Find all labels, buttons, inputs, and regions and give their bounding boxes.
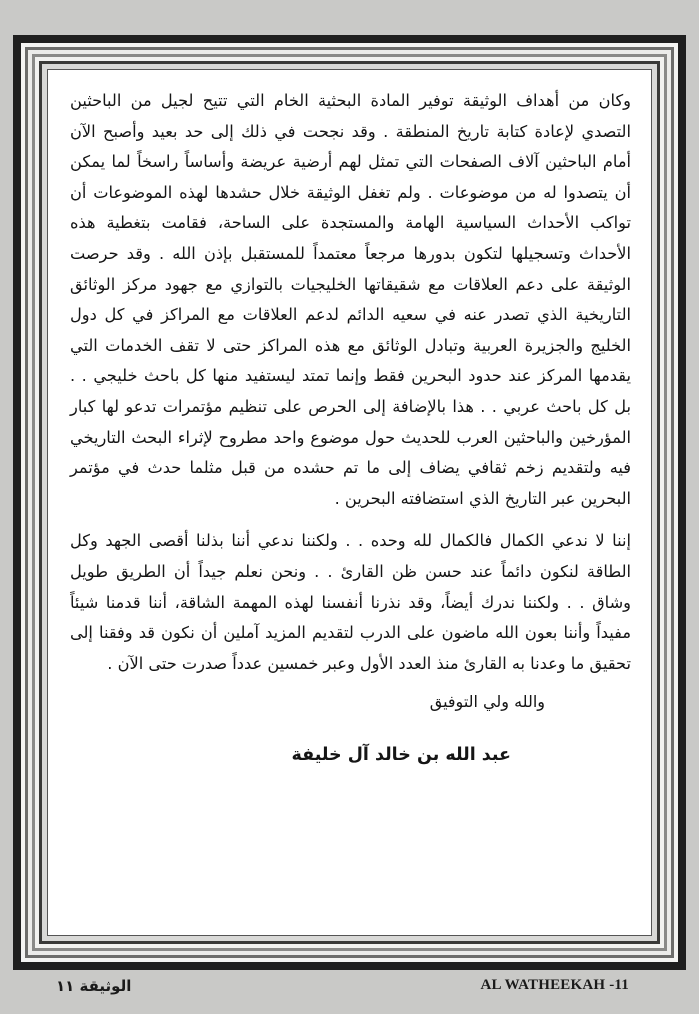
frame-band	[35, 57, 664, 948]
latin-page-label: AL WATHEEKAH -11	[480, 977, 629, 993]
arabic-page-label: الوثيقة ١١	[56, 977, 132, 995]
body-paragraph-1: وكان من أهداف الوثيقة توفير المادة البحثية الخام التي تتيح لجيل من الباحثين التصدي لإعادة كتابة تاريخ المنطقة . وقد نجحت في ذلك إلى حد بعيد وأصبح الآن أمام الباحثين آلاف الصفحات التي تمثل لهم أرضية عريضة وأساساً راسخاً لما يمكن أن يتصدوا له من موضوعات . ولم تغفل الوثيقة خلال حشدها لهذه الموضوعات أن تواكب الأحداث السياسية الهامة والمستجدة على الساحة، فقامت بتغطية هذه الأحداث وتسجيلها لتكون بدورها مرجعاً معتمداً للمستقبل بإذن الله . وقد حرصت الوثيقة على دعم العلاقات مع شقيقاتها الخليجيات بالتوازي مع جهود مركز الوثائق التاريخية الذي تصدر عنه في سعيه الدائم لدعم العلاقات مع المراكز في كل دول الخليج والجزيرة العربية وتبادل الوثائق مع هذه المراكز حتى لا تقف الخدمات التي يقدمها المركز عند حدود البحرين فقط وإنما تمتد ليستفيد منها كل باحث خليجي . . بل كل باحث عربي . . هذا بالإضافة إلى الحرص على تنظيم مؤتمرات تدعو لها كبار المؤرخين والباحثين العرب للحديث حول موضوع واحد مطروح لإثراء البحث التاريخي فيه ولتقديم زخم ثقافي يضاف إلى ما تم حشده من قبل مثلما حدث في مؤتمر البحرين عبر التاريخ الذي استضافته البحرين .	[70, 91, 631, 508]
author-signature: عبد الله بن خالد آل خليفة	[291, 744, 511, 765]
document-paper	[47, 69, 652, 936]
frame-band	[39, 61, 660, 944]
closing-line: والله ولي التوفيق	[429, 692, 545, 712]
document-body	[70, 86, 631, 770]
body-paragraph-2: إننا لا ندعي الكمال فالكمال لله وحده . . ولكننا ندعي أننا بذلنا أقصى الجهد وكل الطاقة لنكون دائماً عند حسن ظن القارئ . . ونحن نعلم جيداً أن الطريق طويل وشاق . . ولكننا ندرك أيضاً، وقد نذرنا أنفسنا لهذه المهمة الشاقة، أننا قدمنا شيئاً مفيداً وأننا بعون الله ماضون على الدرب لتقديم المزيد آملين أن نكون قد وفقنا إلى تحقيق ما وعدنا به القارئ منذ العدد الأول وعبر خمسين عدداً صدرت حتى الآن .	[70, 531, 631, 673]
page-border-frame	[13, 35, 686, 970]
frame-band	[25, 47, 674, 958]
frame-band	[32, 54, 667, 951]
frame-band	[21, 43, 678, 962]
frame-band	[28, 50, 671, 955]
frame-band	[42, 64, 657, 941]
